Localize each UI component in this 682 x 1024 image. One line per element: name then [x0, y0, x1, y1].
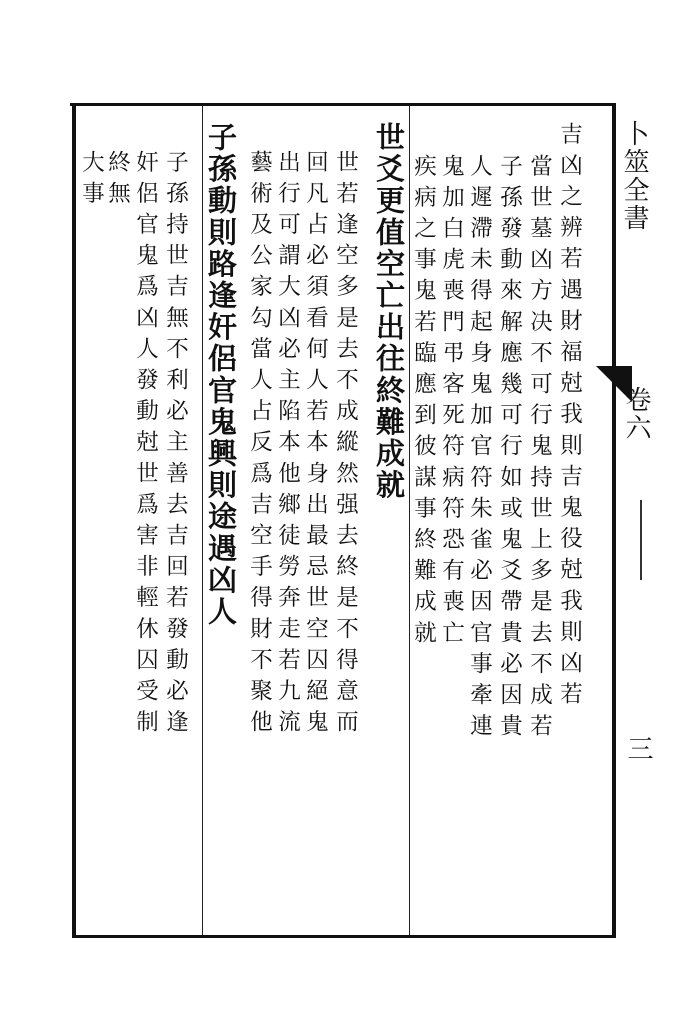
column-rule [409, 106, 410, 935]
text-column-13: 終無 [104, 150, 131, 213]
frame-left-border [72, 103, 76, 938]
margin-page-number: 三 [623, 735, 653, 761]
main-text-column-2: 子孫動則路逢奸侶官鬼興則途遇凶人 [204, 122, 238, 628]
text-column-1: 吉凶之辨若遇財福尅我則吉鬼役尅我則凶若 [556, 122, 583, 713]
text-column-14: 大事 [78, 150, 105, 213]
text-column-3: 子孫發動來解應幾可行如或鬼爻帶貴必因貴 [496, 154, 523, 745]
page-edge-mark [640, 500, 642, 580]
text-column-11: 子孫持世吉無不利必主善去吉回若發動必逢 [162, 150, 189, 741]
text-column-12: 奸侶官鬼爲凶人發動尅世爲害非輕休囚受制 [132, 150, 159, 741]
margin-book-title: 卜筮全書 [619, 120, 649, 232]
text-column-5: 鬼加白虎喪門弔客死符病符恐有喪亡 [438, 154, 465, 652]
text-column-4: 人遲滯未得起身鬼加官符朱雀必因官事牽連 [466, 154, 493, 745]
text-column-6: 疾病之事鬼若臨應到彼謀事終難成就 [410, 154, 437, 652]
frame-bottom-border [72, 935, 614, 938]
text-column-2: 當世墓凶方决不可行鬼持世上多是去不成若 [526, 154, 553, 745]
text-column-9: 出行可謂大凶必主陷本他鄉徒勞奔走若九流 [274, 150, 301, 741]
text-column-7: 世若逢空多是去不成縱然强去終是不得意而 [332, 150, 359, 741]
text-column-8: 回凡占必須看何人若本身出最忌世空囚絕鬼 [302, 150, 329, 741]
margin-volume-label: 卷六 [621, 386, 651, 442]
main-text-column-1: 世爻更值空亡出往終難成就 [372, 122, 406, 502]
text-column-10: 藝術及公家勾當人占反爲吉空手得財不聚他 [246, 150, 273, 741]
frame-top-border [70, 103, 616, 106]
column-rule [202, 106, 203, 935]
